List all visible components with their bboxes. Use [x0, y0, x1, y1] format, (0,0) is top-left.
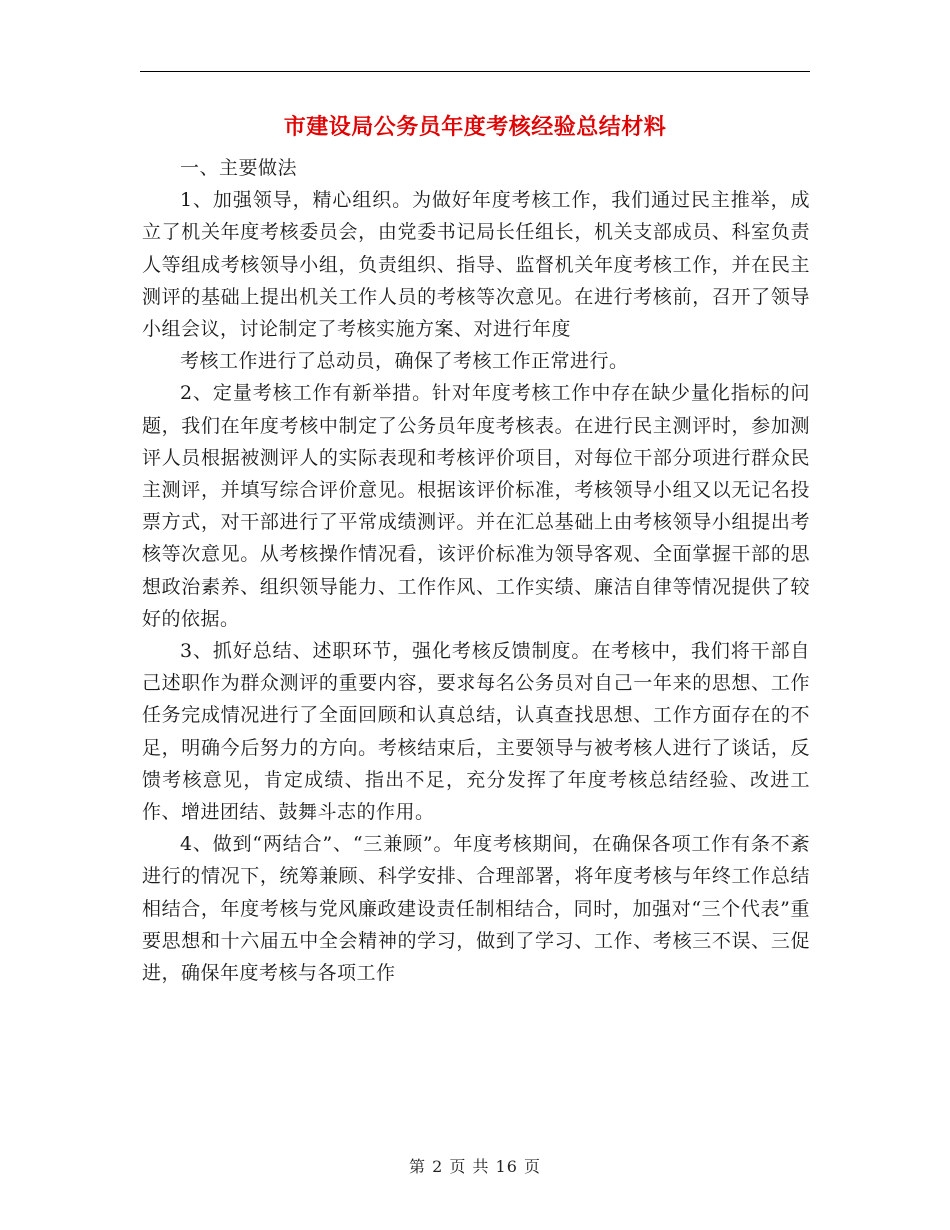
paragraph-1: 1、加强领导，精心组织。为做好年度考核工作，我们通过民主推举，成立了机关年度考核委员会，由党委书记局长任组长，机关支部成员、科室负责人等组成考核领导小组，负责组织、指导、监督机关年度考核工作，并在民主测评的基础上提出机关工作人员的考核等次意见。在进行考核前，召开了领导小组会议，讨论制定了考核实施方案、对进行年度 — [142, 189, 810, 341]
page-number: 第 2 页 共 16 页 — [409, 1157, 541, 1176]
document-body — [142, 152, 810, 989]
paragraph-4: 4、做到“两结合”、“三兼顾”。年度考核期间，在确保各项工作有条不紊进行的情况下，统筹兼顾、科学安排、合理部署，将年度考核与年终工作总结相结合，年度考核与党风廉政建设责任制相结合，同时，加强对“三个代表”重要思想和十六届五中全会精神的学习，做到了学习、工作、考核三不误、三促进，确保年度考核与各项工作 — [142, 833, 810, 985]
document-title: 市建设局公务员年度考核经验总结材料 — [283, 114, 667, 140]
paragraph-3: 3、抓好总结、述职环节，强化考核反馈制度。在考核中，我们将干部自己述职作为群众测评的重要内容，要求每名公务员对自己一年来的思想、工作任务完成情况进行了全面回顾和认真总结，认真查找思想、工作方面存在的不足，明确今后努力的方向。考核结束后，主要领导与被考核人进行了谈话，反馈考核意见，肯定成绩、指出不足，充分发挥了年度考核总结经验、改进工作、增进团结、鼓舞斗志的作用。 — [142, 640, 810, 824]
paragraph-1-continued: 考核工作进行了总动员，确保了考核工作正常进行。 — [180, 350, 629, 373]
section-heading: 一、主要做法 — [180, 157, 298, 179]
paragraph-2: 2、定量考核工作有新举措。针对年度考核工作中存在缺少量化指标的问题，我们在年度考核中制定了公务员年度考核表。在进行民主测评时，参加测评人员根据被测评人的实际表现和考核评价项目，对每位干部分项进行群众民主测评，并填写综合评价意见。根据该评价标准，考核领导小组又以无记名投票方式，对干部进行了平常成绩测评。并在汇总基础上由考核领导小组提出考核等次意见。从考核操作情况看，该评价标准为领导客观、全面掌握干部的思想政治素养、组织领导能力、工作作风、工作实绩、廉洁自律等情况提供了较好的依据。 — [142, 382, 810, 630]
header-rule — [140, 71, 810, 72]
